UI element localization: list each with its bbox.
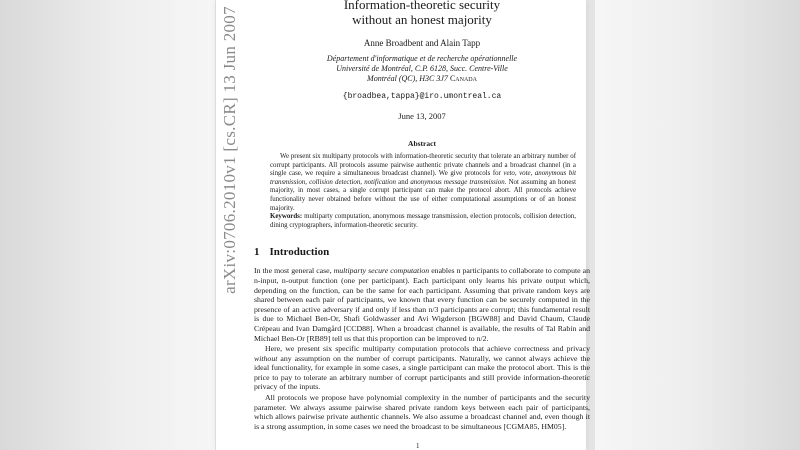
section-heading bbox=[254, 246, 590, 258]
intro-paragraph-2: Here, we present six specific multiparty computation protocols that achieve correctness and privacy without any assumption on the number of corrupt participants. Naturally, we cannot always achieve the ideal functionality, for example in some cases, a single participant can make the protocol abort. This is the price to pay to tolerate an arbitrary number of corrupt participants and still provide information-theoretic privacy of the inputs. bbox=[254, 344, 590, 392]
viewer-background-right bbox=[595, 0, 800, 450]
intro-paragraph-1: In the most general case, multiparty secure computation enables n participants to collaborate to compute an n-input, n-output function (one per participant). Each participant only learns his private output which, depending on the function, can be the same for each participant. Assuming that private random keys are shared between each pair of participants, we known that every function can be securely computed in the presence of an active adversary if and only if less than n/3 participants are corrupt; this fundamental result is due to Michael Ben-Or, Shafi Goldwasser and Avi Wigderson [BGW88] and David Chaum, Claude Crépeau and Ivan Damgård [CCD88]. When a broadcast channel is available, the results of Tal Rabin and Michael Ben-Or [RB89] tell us that this proportion can be improved to n/2. bbox=[254, 266, 590, 343]
arxiv-stamp: arXiv:0706.2010v1 [cs.CR] 13 Jun 2007 bbox=[220, 6, 239, 294]
keywords: Keywords: multiparty computation, anonymous message transmission, election protocols, collision detection, dining cryptographers, information-theoretic security. bbox=[270, 213, 576, 229]
author-email: {broadbea,tappa}@iro.umontreal.ca bbox=[342, 92, 502, 101]
paper-date: June 13, 2007 bbox=[398, 111, 446, 121]
affiliation bbox=[254, 54, 590, 84]
section-number: 1 bbox=[254, 246, 260, 259]
affiliation-line-1: Département d'informatique et de recherche opérationnelle bbox=[326, 54, 518, 63]
page-number: 1 bbox=[416, 442, 420, 450]
introduction-body bbox=[254, 266, 590, 431]
authors: Anne Broadbent and Alain Tapp bbox=[363, 38, 481, 48]
affiliation-line-3 bbox=[254, 74, 590, 84]
abstract-paragraph: We present six multiparty protocols with information-theoretic security that tolerate an arbitrary number of corrupt participants. All protocols assume pairwise authentic private channels and a broadcast channel (in a single case, we require a simultaneous broadcast channel). We give protocols for veto, vote, anonymous bit transmission, collision detection, notification and anonymous message transmission. Not assuming an honest majority, in most cases, a single corrupt participant can make the protocol abort. All protocols achieve functionality never obtained before without the use of either computational assumptions or of an honest majority. bbox=[270, 153, 576, 212]
affiliation-city: Montréal (QC), H3C 3J7 bbox=[367, 74, 448, 83]
affiliation-country: Canada bbox=[449, 74, 477, 83]
title-line-2: without an honest majority bbox=[352, 12, 492, 27]
abstract-heading: Abstract bbox=[408, 139, 436, 148]
page-content bbox=[254, 0, 590, 432]
affiliation-line-2: Université de Montréal, C.P. 6128, Succ. Centre-Ville bbox=[336, 64, 508, 73]
title-line-1: Information-theoretic security bbox=[343, 0, 501, 12]
section-title: Introduction bbox=[269, 246, 330, 259]
abstract bbox=[270, 153, 576, 230]
viewer-background-left bbox=[0, 0, 215, 450]
paper-title bbox=[254, 0, 590, 27]
intro-paragraph-3: All protocols we propose have polynomial complexity in the number of participants and the security parameter. We always assume pairwise shared private random keys between each pair of participants, which allows pairwise private authentic channels. We also assume a broadcast channel and, even though it is a strong assumption, in some cases we need the broadcast to be simultaneous [CGMA85, HM05]. bbox=[254, 393, 590, 431]
